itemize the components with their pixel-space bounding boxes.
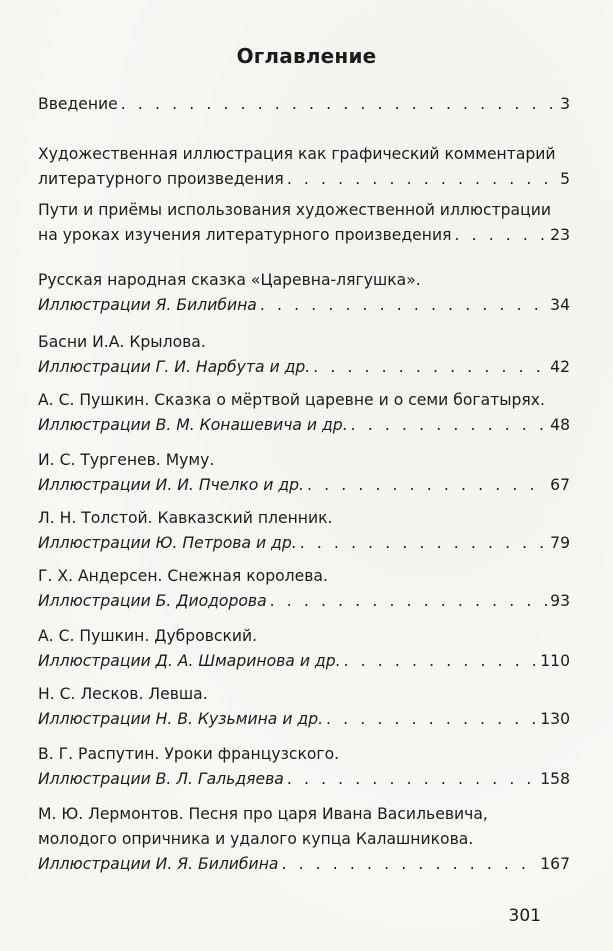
toc-entry-page: 167	[540, 855, 570, 873]
toc-entry-line	[38, 506, 570, 531]
toc-entry-text: В. Г. Распутин. Уроки французского.	[38, 745, 340, 763]
toc-entry-last-line	[38, 707, 570, 732]
leader-dots	[313, 355, 547, 380]
toc-entry-page: 93	[550, 592, 570, 610]
toc-entry	[38, 142, 570, 192]
toc-entry	[38, 506, 570, 556]
leader-dots	[454, 223, 547, 248]
toc-entry-text: Введение	[38, 95, 118, 113]
toc-entry-text: Иллюстрации Я. Билибина	[38, 296, 257, 314]
toc-entry-text: Г. Х. Андерсен. Снежная королева.	[38, 567, 328, 585]
toc-entry-text: Художественная иллюстрация как графический комментарий	[38, 145, 556, 163]
toc-entry-line	[38, 330, 570, 355]
toc-entry-text: Иллюстрации В. М. Конашевича и др.	[38, 416, 348, 434]
toc-entry-text: М. Ю. Лермонтов. Песня про царя Ивана Васильевича,	[38, 805, 488, 823]
toc-entry-text: Русская народная сказка «Царевна-лягушка».	[38, 271, 421, 289]
toc-entry	[38, 268, 570, 318]
toc-entry-page: 34	[550, 296, 570, 314]
leader-dots	[287, 767, 537, 792]
toc-entry	[38, 624, 570, 674]
toc-entry	[38, 682, 570, 732]
toc-entry-line	[38, 682, 570, 707]
leader-dots	[281, 852, 537, 877]
toc-entry	[38, 92, 570, 117]
leader-dots	[300, 531, 547, 556]
leader-dots	[307, 473, 547, 498]
leader-dots	[344, 649, 538, 674]
toc-entry-text: Л. Н. Толстой. Кавказский пленник.	[38, 509, 333, 527]
toc-entry-line	[38, 564, 570, 589]
toc-entry-page: 79	[550, 534, 570, 552]
toc-entry-text: Иллюстрации Ю. Петрова и др.	[38, 534, 297, 552]
toc-entry	[38, 802, 570, 877]
toc-entry-line	[38, 268, 570, 293]
toc-entry-line	[38, 802, 570, 827]
toc-entry-last-line	[38, 649, 570, 674]
toc-entry-line	[38, 742, 570, 767]
toc-entry-last-line	[38, 531, 570, 556]
toc-entry-text: Иллюстрации Б. Диодорова	[38, 592, 267, 610]
toc-entry-last-line	[38, 589, 570, 614]
toc-entry-text: Н. С. Лесков. Левша.	[38, 685, 208, 703]
toc-entry-line	[38, 624, 570, 649]
leader-dots	[121, 92, 557, 117]
toc-entry-text: И. С. Тургенев. Муму.	[38, 451, 215, 469]
toc-entry-text: Иллюстрации И. Я. Билибина	[38, 855, 279, 873]
toc-entry-text: на уроках изучения литературного произведения	[38, 226, 452, 244]
page-number: 301	[508, 906, 541, 926]
page-title: Оглавление	[236, 44, 377, 68]
toc-entry	[38, 564, 570, 614]
leader-dots	[287, 167, 557, 192]
toc-entry-text: Пути и приёмы использования художественной иллюстрации	[38, 201, 551, 219]
toc-entry-page: 130	[540, 710, 570, 728]
toc-entry-page: 3	[560, 95, 570, 113]
leader-dots	[260, 293, 547, 318]
toc-entry-last-line	[38, 293, 570, 318]
toc-entry-last-line	[38, 92, 570, 117]
toc-entry-page: 48	[550, 416, 570, 434]
toc-entry-line	[38, 388, 570, 413]
toc-entry-text: Иллюстрации Г. И. Нарбута и др.	[38, 358, 311, 376]
toc-entry-last-line	[38, 355, 570, 380]
toc-entry-text: Иллюстрации Д. А. Шмаринова и др.	[38, 652, 341, 670]
toc-entry	[38, 742, 570, 792]
toc-entry-text: литературного произведения	[38, 170, 284, 188]
toc-entry-text: Басни И.А. Крылова.	[38, 333, 206, 351]
leader-dots	[326, 707, 537, 732]
toc-entry-page: 5	[560, 170, 570, 188]
toc-entry-last-line	[38, 767, 570, 792]
toc-entry-last-line	[38, 473, 570, 498]
toc-entry	[38, 388, 570, 438]
leader-dots	[351, 413, 547, 438]
toc-entry-last-line	[38, 413, 570, 438]
toc-entry-text: Иллюстрации В. Л. Гальдяева	[38, 770, 284, 788]
toc-entry-line	[38, 827, 570, 852]
toc-entry-page: 110	[540, 652, 570, 670]
toc-entry-text: А. С. Пушкин. Дубровский.	[38, 627, 258, 645]
toc-entry-text: А. С. Пушкин. Сказка о мёртвой царевне и о семи богатырях.	[38, 391, 545, 409]
toc-entry	[38, 330, 570, 380]
toc-entry-text: молодого опричника и удалого купца Калашникова.	[38, 830, 474, 848]
toc-entry-line	[38, 198, 570, 223]
toc-entry-page: 23	[550, 226, 570, 244]
toc-entry	[38, 198, 570, 248]
toc-entry-last-line	[38, 223, 570, 248]
leader-dots	[270, 589, 548, 614]
toc-entry-page: 42	[550, 358, 570, 376]
toc-entry-text: Иллюстрации И. И. Пчелко и др.	[38, 476, 304, 494]
toc-entry-line	[38, 448, 570, 473]
toc-entry-last-line	[38, 852, 570, 877]
toc-entry	[38, 448, 570, 498]
toc-entry-page: 158	[540, 770, 570, 788]
toc-entry-page: 67	[550, 476, 570, 494]
toc-entry-line	[38, 142, 570, 167]
toc-entry-last-line	[38, 167, 570, 192]
toc-entry-text: Иллюстрации Н. В. Кузьмина и др.	[38, 710, 324, 728]
